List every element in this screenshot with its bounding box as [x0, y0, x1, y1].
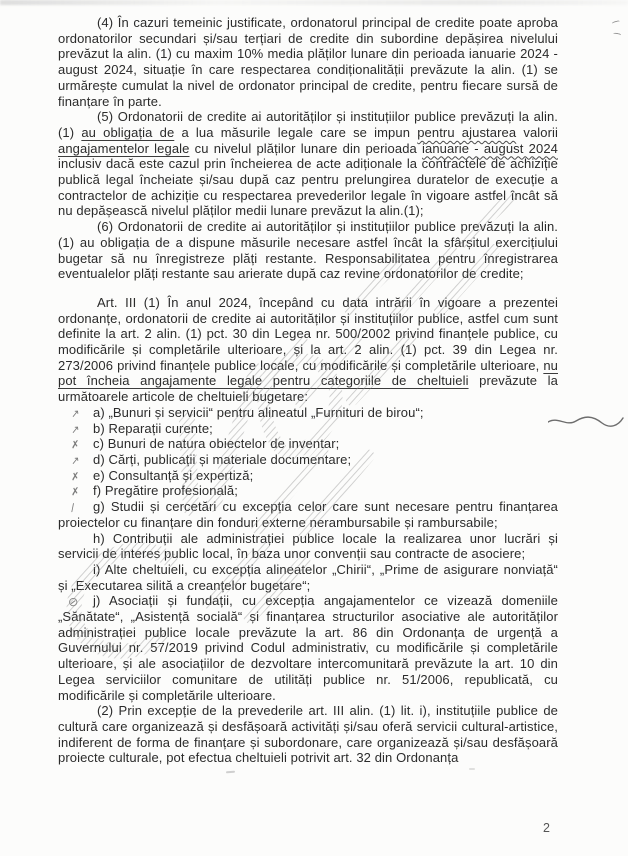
list-item-text: e) Consultanță și expertiză;: [93, 467, 254, 483]
paragraph-5-text: valorii: [516, 124, 559, 140]
article-3-paragraph: [58, 295, 558, 405]
list-item-text: g) Studii și cercetări cu excepția celor care sunt necesare pentru finanțarea proiectelor cu finanțare din fonduri externe nerambursabile și rambursabile;: [58, 499, 558, 530]
pen-tick-artifact: [612, 20, 621, 26]
pen-mark-icon: ↗: [70, 454, 81, 468]
pen-underlined-text: angajamentelor legale: [58, 140, 190, 156]
list-item-text: c) Bunuri de natura obiectelor de inventar;: [93, 436, 340, 452]
paragraph-5-text: inclusiv dacă este cazul prin încheierea de acte adiționale la contractele de achiziție publică legal încheiate și/sau după caz pentru prelungirea duratelor de execuție a contractelor de achiziție cu respectarea prevederilor legale în vigoare astfel încât să nu depășească nivelul plăților medii lunare prevăzut la alin.(1);: [58, 156, 558, 219]
scan-artifact-dash: [469, 768, 475, 770]
pen-mark-icon: ✗: [70, 485, 81, 499]
article-3-text: Art. III (1) În anul 2024, începând cu data intrării în vigoare a prezentei ordonanțe, ordonatorii de credite ai autorităților și instituțiilor publice, astfel cum sunt definite la art. 2 alin. (1) pct. 30 din Legea nr. 500/2002 privind finanțele publice, cu modificările și completările ulterioare, și la art. 2 alin. (1) pct. 39 din Legea nr. 273/2006 privind finanțele publice locale, cu modificările și completările ulterioare,: [58, 294, 558, 373]
article-3-text: prevăzute la următoarele articole de cheltuieli bugetare:: [58, 373, 558, 405]
paragraph-5-text: a lua măsurile legale care se impun: [174, 124, 418, 140]
paragraph-4: (4) În cazuri temeinic justificate, ordonatorul principal de credite poate aproba ordonatorilor secundari și/sau terțiari de credite din subordine depășirea nivelului prevăzut la alin. (1) cu maxim 10% media plăților lunare din perioada ianuarie 2024 - august 2024, situație în care respectarea condiționalității prevăzute la alin. (1) se urmărește cumulat la nivel de ordonator principal de credite, pentru fiecare sursă de finanțare în parte.: [58, 15, 558, 109]
pen-mark-icon: ✗: [70, 438, 81, 452]
pen-wavy-underlined-text: ianuarie - august 2024: [422, 140, 558, 156]
list-item-text: i) Alte cheltuieli, cu excepția alineatelor „Chirii“, „Prime de asigurare nonviață“ și „Executarea silită a creanțelor bugetare“;: [58, 561, 558, 593]
list-item-text: a) „Bunuri și servicii“ pentru alineatul „Furnituri de birou“;: [93, 404, 424, 420]
list-item-i: [58, 562, 558, 593]
pen-circle-slash-mark-icon: ⊘: [67, 593, 80, 610]
pen-squiggle-icon: [548, 413, 624, 431]
list-item-text: f) Pregătire profesională;: [93, 483, 238, 499]
pen-tick-artifact: [613, 32, 622, 37]
list-item-text: b) Reparații curente;: [93, 420, 213, 436]
list-item-text: d) Cărți, publicații și materiale documentare;: [93, 451, 352, 467]
scan-artifact-dash: [226, 771, 235, 773]
pen-underlined-text: au obligația de: [81, 124, 175, 140]
pen-wavy-underlined-text: pentru ajustarea: [417, 124, 517, 140]
paragraph-5: [58, 109, 558, 219]
list-item-g: [58, 499, 558, 530]
pen-mark-icon: ∕: [70, 501, 76, 515]
paragraph-5-text: (5) Ordonatorii de credite ai autorităților și instituțiilor publice prevăzuți la alin.(1): [58, 109, 558, 140]
pen-mark-icon: ✗: [70, 470, 81, 484]
document-text: [58, 15, 558, 766]
list-item-d: [58, 452, 558, 468]
list-item-a: [58, 405, 558, 421]
pen-mark-icon: ↗: [70, 407, 81, 421]
list-item-h: [58, 531, 558, 562]
page-number: 2: [543, 821, 550, 835]
list-item-c: [58, 436, 558, 452]
list-item-text: j) Asociații și fundații, cu excepția angajamentelor ce vizează domeniile „Sănătate“, „Asistență socială“ și finanțarea structurilor asociative ale autorităților administrației publice locale prevăzute la art. 86 din Ordonanța de urgență a Guvernului nr. 57/2019 privind Codul administrativ, cu modificările și completările ulterioare, și ale asociațiilor de dezvoltare intercomunitară prevăzute la art. 10 din Legea serviciilor comunitare de utilități publice nr. 51/2006, republicată, cu modificările și completările ulterioare.: [58, 593, 558, 703]
list-item-f: [58, 483, 558, 499]
paragraph-2-final: (2) Prin excepție de la prevederile art. III alin. (1) lit. i), instituțiile publice de cultură care organizează și desfășoară activități și/sau oferă servicii cultural-artistice, indiferent de forma de finanțare și subordonare, care organizează și/sau desfășoară proiecte culturale, pot efectua cheltuieli potrivit art. 32 din Ordonanța: [58, 703, 558, 766]
list-item-e: [58, 468, 558, 484]
list-item-b: [58, 421, 558, 437]
pen-underlined-text: nu pot încheia angajamente legale pentru categoriile de cheltuieli: [58, 357, 558, 389]
list-item-j: [58, 593, 558, 703]
scan-artifact-top-streak: [0, 0, 628, 5]
pen-mark-icon: ↗: [70, 423, 81, 437]
paragraph-5-text: cu nivelul plăților lunare din perioada: [189, 140, 423, 156]
paragraph-6: (6) Ordonatorii de credite ai autorităților și instituțiilor publice prevăzuți la alin.(1) au obligația de a dispune măsurile necesare astfel încât la sfârșitul exercițiului bugetar să nu înregistreze plăți restante. Responsabilitatea pentru înregistrarea eventualelor plăți restante sau arierate după caz revine ordonatorilor de credite;: [58, 219, 558, 282]
list-item-text: h) Contribuții ale administrației publice locale la realizarea unor lucrări și servicii de interes public local, în baza unor convenții sau contracte de asociere;: [58, 530, 558, 562]
